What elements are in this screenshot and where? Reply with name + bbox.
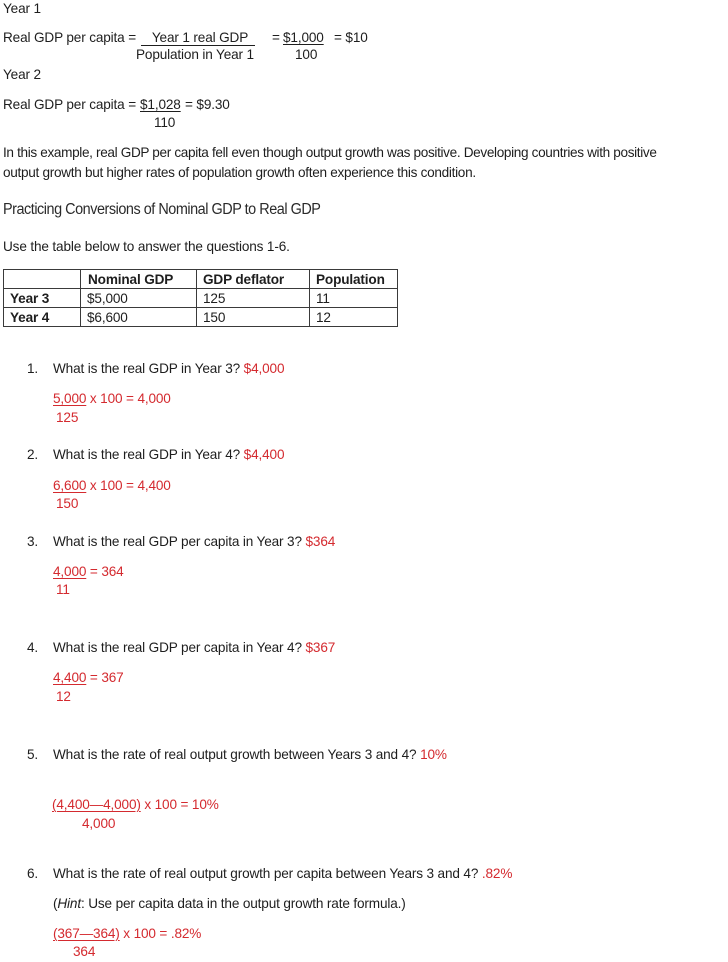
table-row-label: Year 4 (4, 308, 81, 327)
table-header-gdp-deflator: GDP deflator (197, 270, 310, 289)
work-rest: x 100 = 4,400 (86, 478, 171, 493)
table-cell-nominal-gdp: $6,600 (81, 308, 197, 327)
question-line (53, 639, 335, 656)
year2-label: Year 2 (3, 67, 41, 82)
year1-label: Year 1 (3, 1, 41, 16)
work-denominator: 364 (73, 944, 96, 959)
question-line (53, 446, 284, 463)
work-rest: x 100 = .82% (119, 926, 202, 941)
question-line (53, 746, 447, 763)
work-denominator: 4,000 (82, 816, 116, 831)
table-cell-gdp-deflator: 125 (197, 289, 310, 308)
question-line (53, 533, 335, 550)
work-numerator: 5,000 (53, 391, 87, 406)
question-text: What is the real GDP per capita in Year 4? (53, 640, 302, 655)
table-row-label: Year 3 (4, 289, 81, 308)
question-text: What is the real GDP in Year 4? (53, 447, 241, 462)
hint-open-paren: ( (53, 896, 58, 911)
work-rest: = 367 (86, 670, 124, 685)
question-text: What is the real GDP per capita in Year 3? (53, 534, 302, 549)
work-denominator: 125 (56, 410, 79, 425)
table-cell-population: 12 (310, 308, 398, 327)
hint-text: : Use per capita data in the output growth rate formula.) (80, 896, 406, 911)
work-line (53, 477, 171, 494)
work-rest: x 100 = 4,000 (86, 391, 171, 406)
question-number: 4. (27, 640, 39, 655)
work-numerator: (4,400—4,000) (52, 797, 141, 812)
year1-denominator-value: 100 (295, 47, 318, 62)
intro-paragraph-line1: In this example, real GDP per capita fell even though output growth was positive. Developing countries with positive (3, 145, 657, 160)
year1-formula-lhs: Real GDP per capita = (3, 30, 136, 45)
section-instruction: Use the table below to answer the questions 1-6. (3, 239, 290, 254)
work-numerator: 4,000 (53, 564, 87, 579)
work-rest: = 364 (86, 564, 124, 579)
table-row (4, 289, 398, 308)
year1-denominator-label: Population in Year 1 (136, 47, 254, 62)
table-cell-gdp-deflator: 150 (197, 308, 310, 327)
question-number: 6. (27, 866, 39, 881)
question-text: What is the real GDP in Year 3? (53, 361, 241, 376)
hint-line (53, 895, 406, 912)
question-answer: .82% (481, 866, 513, 881)
year1-numerator-label: Year 1 real GDP (141, 29, 255, 46)
question-answer: $4,400 (243, 447, 285, 462)
work-numerator: (367—364) (53, 926, 120, 941)
work-numerator: 6,600 (53, 478, 87, 493)
question-answer: $4,000 (243, 361, 285, 376)
intro-paragraph-line2: output growth but higher rates of population growth often experience this condition. (3, 165, 476, 180)
table-header-row (4, 270, 398, 289)
year1-numerator-value: $1,000 (283, 30, 324, 45)
question-answer: $364 (305, 534, 336, 549)
question-number: 2. (27, 447, 39, 462)
year2-result: = $9.30 (185, 97, 230, 112)
question-number: 3. (27, 534, 39, 549)
work-numerator: 4,400 (53, 670, 87, 685)
work-line (53, 669, 124, 686)
gdp-data-table (3, 269, 398, 327)
question-answer: 10% (420, 747, 447, 762)
work-line (53, 390, 171, 407)
table-row (4, 308, 398, 327)
table-cell-population: 11 (310, 289, 398, 308)
work-denominator: 12 (56, 689, 71, 704)
year2-denominator-value: 110 (154, 115, 176, 130)
question-line (53, 865, 512, 882)
hint-label: Hint (57, 896, 81, 911)
question-text: What is the rate of real output growth per capita between Years 3 and 4? (53, 866, 479, 881)
year1-eq: = (272, 30, 280, 45)
table-header-empty (4, 270, 81, 289)
question-line (53, 360, 284, 377)
year2-numerator-value: $1,028 (140, 97, 181, 112)
work-line (53, 563, 124, 580)
work-line (53, 925, 201, 942)
question-text: What is the rate of real output growth between Years 3 and 4? (53, 747, 417, 762)
work-denominator: 11 (56, 582, 70, 597)
year1-result: = $10 (334, 30, 368, 45)
table-cell-nominal-gdp: $5,000 (81, 289, 197, 308)
work-line (52, 796, 219, 813)
section-heading: Practicing Conversions of Nominal GDP to Real GDP (3, 201, 321, 218)
year2-formula-lhs: Real GDP per capita = (3, 97, 136, 112)
table-header-population: Population (310, 270, 398, 289)
question-number: 1. (27, 361, 39, 376)
work-rest: x 100 = 10% (140, 797, 219, 812)
work-denominator: 150 (56, 496, 79, 511)
question-answer: $367 (305, 640, 336, 655)
question-number: 5. (27, 747, 39, 762)
table-header-nominal-gdp: Nominal GDP (81, 270, 197, 289)
